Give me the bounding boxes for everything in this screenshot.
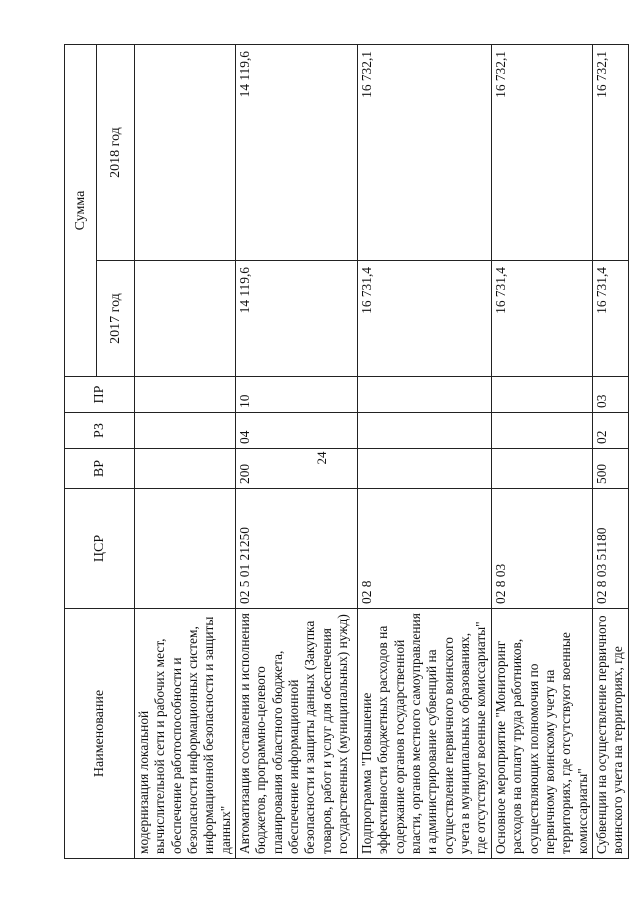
cell-vr bbox=[358, 449, 492, 489]
header-rz: РЗ bbox=[65, 413, 135, 449]
cell-rz bbox=[358, 413, 492, 449]
cell-csr: 02 5 01 21250 bbox=[236, 489, 358, 609]
cell-vr: 500 bbox=[592, 449, 628, 489]
cell-csr bbox=[135, 489, 236, 609]
cell-rz bbox=[491, 413, 592, 449]
cell-2017: 16 731,4 bbox=[358, 261, 492, 377]
cell-vr bbox=[491, 449, 592, 489]
cell-name: Подпрограмма "Повышение эффективности бюджетных расходов на содержание органов государственной власти, органов местного самоуправления и администрирование субвенций на осуществление первичного воинского учета в муниципальных образованиях, где отсутствуют военные комиссариаты" bbox=[358, 609, 492, 859]
cell-csr: 02 8 03 51180 bbox=[592, 489, 628, 609]
table-row bbox=[358, 45, 492, 859]
cell-2017: 14 119,6 bbox=[236, 261, 358, 377]
cell-csr: 02 8 bbox=[358, 489, 492, 609]
table-row bbox=[592, 45, 628, 859]
cell-rz: 02 bbox=[592, 413, 628, 449]
rotated-table-container bbox=[64, 45, 626, 859]
header-pr: ПР bbox=[65, 377, 135, 413]
cell-2018: 16 732,1 bbox=[491, 45, 592, 261]
header-year-2017: 2017 год bbox=[97, 261, 135, 377]
cell-2017: 16 731,4 bbox=[491, 261, 592, 377]
cell-name: Основное мероприятие "Мониторинг расходов на оплату труда работников, осуществляющих полномочия по первичному воинскому учету на территориях, где отсутствуют военные комиссариаты" bbox=[491, 609, 592, 859]
header-sum: Сумма bbox=[65, 45, 97, 377]
cell-pr bbox=[135, 377, 236, 413]
header-csr: ЦСР bbox=[65, 489, 135, 609]
cell-2018: 14 119,6 bbox=[236, 45, 358, 261]
cell-vr: 200 bbox=[236, 449, 358, 489]
cell-pr bbox=[358, 377, 492, 413]
header-name: Наименование bbox=[65, 609, 135, 859]
cell-rz: 04 bbox=[236, 413, 358, 449]
table-row bbox=[135, 45, 236, 859]
header-vr: ВР bbox=[65, 449, 135, 489]
cell-2018: 16 732,1 bbox=[592, 45, 628, 261]
cell-name: Автоматизация составления и исполнения бюджетов, программно-целевого планирования областного бюджета, обеспечение информационной безопасности и защиты данных (Закупка товаров, работ и услуг для обеспечения государственных (муниципальных) нужд) bbox=[236, 609, 358, 859]
cell-2017: 16 731,4 bbox=[592, 261, 628, 377]
cell-rz bbox=[135, 413, 236, 449]
cell-2017 bbox=[135, 261, 236, 377]
cell-2018: 16 732,1 bbox=[358, 45, 492, 261]
cell-vr bbox=[135, 449, 236, 489]
cell-csr: 02 8 03 bbox=[491, 489, 592, 609]
page-number: 24 bbox=[314, 451, 329, 465]
header-year-2018: 2018 год bbox=[97, 45, 135, 261]
cell-pr bbox=[491, 377, 592, 413]
cell-pr: 10 bbox=[236, 377, 358, 413]
budget-table bbox=[64, 44, 629, 859]
cell-name: Субвенции на осуществление первичного воинского учета на территориях, где bbox=[592, 609, 628, 859]
cell-2018 bbox=[135, 45, 236, 261]
table-row bbox=[491, 45, 592, 859]
cell-pr: 03 bbox=[592, 377, 628, 413]
cell-name: модернизация локальной вычислительной сети и рабочих мест, обеспечение работоспособности и безопасности информационных систем, информационной безопасности и защиты данных" bbox=[135, 609, 236, 859]
table-row bbox=[236, 45, 358, 859]
